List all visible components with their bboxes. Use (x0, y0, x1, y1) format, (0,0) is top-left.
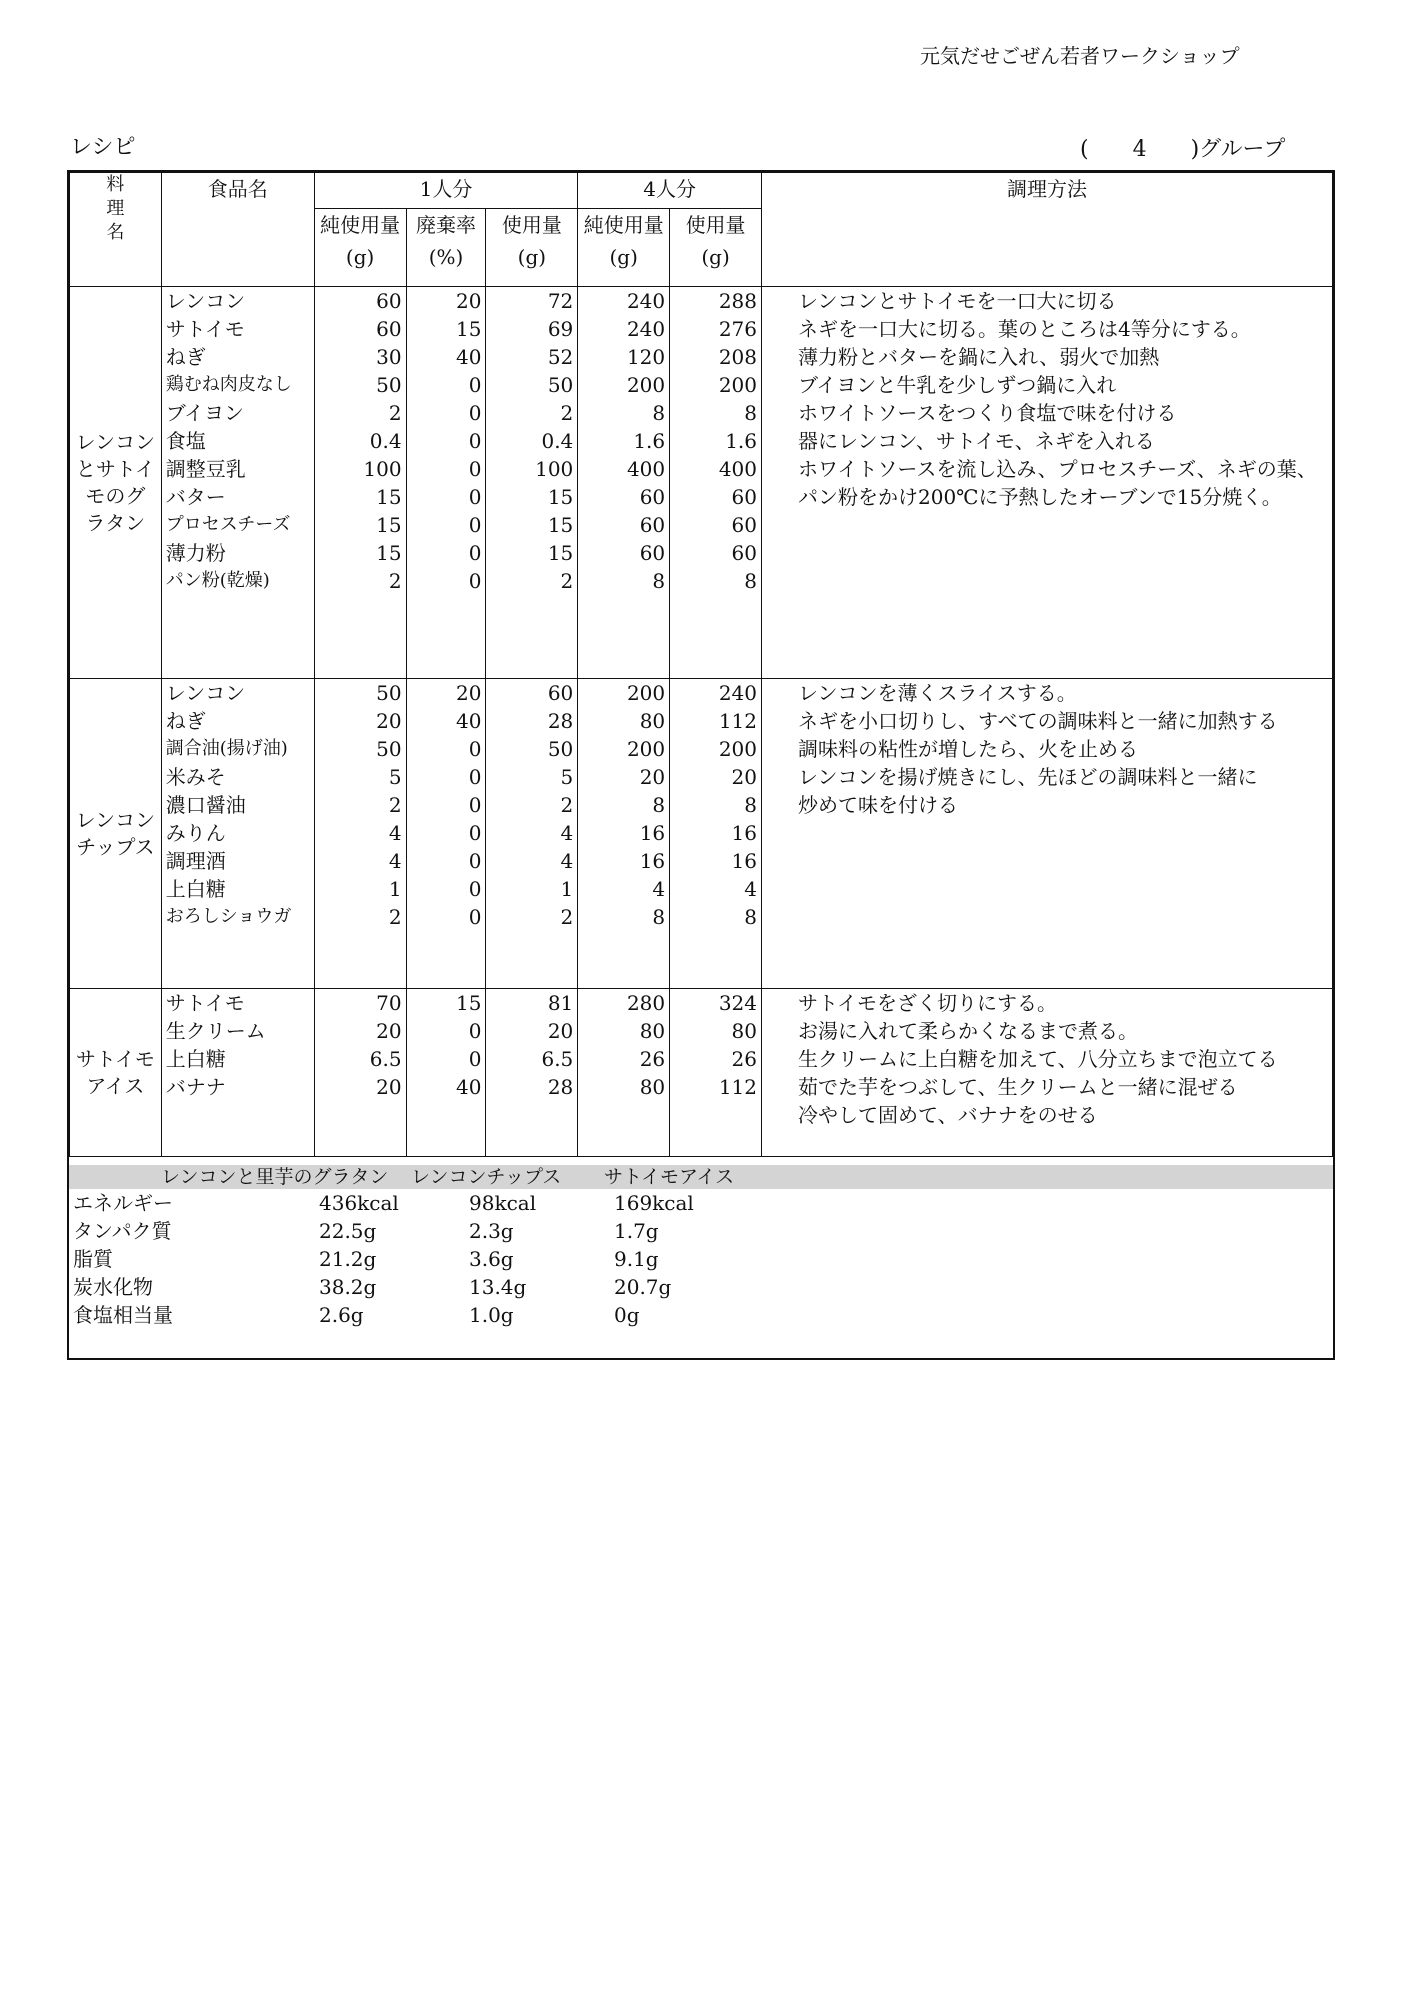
nutrient-label: エネルギー (73, 1191, 173, 1215)
waste-rate: 0 (468, 849, 482, 873)
net-amount: 30 (376, 345, 402, 369)
nutrition-row (69, 1301, 1333, 1329)
ingredient-name: ねぎ (165, 345, 206, 369)
net-amount-4: 120 (626, 345, 666, 369)
net-amount: 20 (376, 1019, 402, 1043)
net-amount: 50 (376, 737, 402, 761)
waste-rate: 40 (455, 345, 482, 369)
method-step: レンコンとサトイモを一口大に切る (798, 289, 1117, 313)
nutrient-label: 脂質 (73, 1247, 113, 1271)
nutrition-summary (69, 1165, 1333, 1329)
method-steps (762, 287, 1333, 679)
nutrition-header (69, 1165, 1333, 1189)
waste-rate: 20 (455, 289, 482, 313)
net-amount-4: 80 (639, 1019, 666, 1043)
dish-section (70, 989, 1333, 1157)
used-amount-4-column (670, 989, 762, 1157)
net-amount-4: 200 (626, 681, 666, 705)
net-amount: 2 (388, 905, 402, 929)
used-amount-4: 60 (731, 513, 757, 537)
used-amount-4: 324 (718, 991, 757, 1015)
method-step: 器にレンコン、サトイモ、ネギを入れる (798, 429, 1155, 453)
waste-rate: 40 (455, 1075, 482, 1099)
waste-rate: 0 (468, 1047, 482, 1071)
used-amount-4: 16 (731, 821, 757, 845)
used-amount: 2 (560, 569, 574, 593)
unit-pct: (%) (406, 245, 486, 287)
net-amount-4: 20 (639, 765, 666, 789)
net-amount-4-column (578, 989, 670, 1157)
method-step: ホワイトソースを流し込み、プロセスチーズ、ネギの葉、 (798, 457, 1317, 481)
method-step: お湯に入れて柔らかくなるまで煮る。 (798, 1019, 1138, 1043)
net-amount-4-header: 純使用量 (578, 209, 670, 245)
page-title: レシピ (70, 135, 136, 160)
ingredient-name: 薄力粉 (165, 541, 226, 565)
dish-section (70, 287, 1333, 679)
net-amount-column (314, 679, 406, 989)
net-amount-4-column (578, 287, 670, 679)
used-amount: 20 (547, 1019, 574, 1043)
method-step: 調味料の粘性が増したら、火を止める (798, 737, 1138, 761)
waste-rate: 0 (468, 569, 482, 593)
per-person-header: 1人分 (314, 173, 578, 209)
used-amount-4: 4 (744, 877, 757, 901)
used-amount: 2 (560, 401, 574, 425)
used-amount-4: 8 (744, 569, 757, 593)
used-amount: 6.5 (541, 1047, 574, 1071)
used-amount-4: 400 (718, 457, 757, 481)
method-step: レンコンを揚げ焼きにし、先ほどの調味料と一緒に (798, 765, 1258, 789)
net-amount-4: 8 (652, 793, 666, 817)
net-amount: 60 (376, 317, 402, 341)
organization-name: 元気だせごぜん若者ワークショップ (920, 44, 1240, 68)
waste-rate: 0 (468, 905, 482, 929)
dish-name-header: 料 理 名 (70, 173, 162, 287)
ingredient-name: パン粉(乾燥) (165, 570, 270, 591)
waste-rate: 0 (468, 373, 482, 397)
net-amount-4: 60 (639, 485, 666, 509)
used-amount: 69 (547, 317, 574, 341)
ingredient-name: 上白糖 (165, 877, 226, 901)
ingredient-name-column (161, 989, 314, 1157)
used-amount-4-column (670, 287, 762, 679)
ingredient-name: ブイヨン (165, 401, 244, 425)
ingredient-name: レンコン (165, 289, 246, 313)
net-amount-4: 200 (626, 373, 666, 397)
ingredient-name: レンコン (165, 681, 246, 705)
used-amount-4: 8 (744, 905, 757, 929)
net-amount: 4 (388, 849, 402, 873)
net-amount-column (314, 287, 406, 679)
ingredient-name-column (161, 679, 314, 989)
net-amount-4: 80 (639, 709, 666, 733)
used-amount-4-header: 使用量 (670, 209, 762, 245)
ingredient-name: 食塩 (165, 429, 206, 453)
net-amount-4: 8 (652, 401, 666, 425)
ingredient-name: サトイモ (165, 317, 245, 341)
used-amount: 4 (560, 849, 574, 873)
used-amount: 1 (560, 877, 574, 901)
net-amount: 50 (376, 373, 402, 397)
used-amount: 2 (560, 793, 574, 817)
waste-rate: 15 (455, 317, 482, 341)
method-steps (762, 989, 1333, 1157)
used-amount: 0.4 (541, 429, 574, 453)
nutrient-label: 炭水化物 (73, 1275, 153, 1299)
net-amount-4: 240 (626, 317, 666, 341)
used-amount-4: 8 (744, 793, 757, 817)
method-step: 生クリームに上白糖を加えて、八分立ちまで泡立てる (798, 1047, 1278, 1071)
net-amount: 15 (376, 485, 402, 509)
nutrition-row (69, 1245, 1333, 1273)
net-amount: 60 (376, 289, 402, 313)
used-amount-4: 1.6 (725, 429, 757, 453)
unit-g: (g) (486, 245, 578, 287)
waste-rate: 0 (468, 737, 482, 761)
net-amount: 5 (388, 765, 402, 789)
net-amount-4: 4 (652, 877, 666, 901)
used-amount: 100 (535, 457, 574, 481)
method-step: レンコンを薄くスライスする。 (798, 681, 1077, 705)
used-amount-4: 8 (744, 401, 757, 425)
ingredient-name: ねぎ (165, 709, 206, 733)
method-step: 薄力粉とバターを鍋に入れ、弱火で加熱 (798, 345, 1160, 369)
net-amount: 1 (388, 877, 402, 901)
nutrition-row (69, 1217, 1333, 1245)
net-amount-4: 1.6 (633, 429, 666, 453)
used-amount-4: 80 (731, 1019, 757, 1043)
net-amount: 20 (376, 1075, 402, 1099)
waste-rate: 0 (468, 877, 482, 901)
net-amount-4-column (578, 679, 670, 989)
dish-name: レンコン とサトイ モのグ ラタン (70, 287, 162, 679)
used-amount: 50 (547, 373, 574, 397)
nutrient-label: 食塩相当量 (73, 1303, 173, 1327)
nutrition-row (69, 1273, 1333, 1301)
used-amount: 72 (547, 289, 574, 313)
used-amount-4: 200 (718, 373, 757, 397)
unit-g: (g) (314, 245, 406, 287)
nutrient-value: 20.7g (614, 1275, 672, 1299)
ingredient-name: バター (165, 485, 226, 509)
net-amount: 15 (376, 541, 402, 565)
used-amount-4: 112 (718, 1075, 757, 1099)
method-step: 炒めて味を付ける (798, 793, 958, 817)
unit-g: (g) (670, 245, 762, 287)
used-amount: 52 (547, 345, 574, 369)
waste-rate: 0 (468, 1019, 482, 1043)
method-step: ネギを小口切りし、すべての調味料と一緒に加熱する (798, 709, 1278, 733)
method-header: 調理方法 (762, 173, 1333, 287)
waste-rate: 0 (468, 401, 482, 425)
nutrient-value: 0g (614, 1303, 640, 1327)
ingredient-name-column (161, 287, 314, 679)
method-step: 冷やして固めて、バナナをのせる (798, 1103, 1098, 1127)
used-amount: 5 (560, 765, 574, 789)
recipe-sheet (67, 170, 1335, 1360)
used-amount-4: 26 (731, 1047, 757, 1071)
nutrient-value: 1.0g (469, 1303, 514, 1327)
ingredient-name: 濃口醤油 (165, 793, 246, 817)
net-amount-4: 26 (639, 1047, 666, 1071)
nutrient-value: 169kcal (614, 1191, 694, 1215)
waste-rate-column (406, 287, 486, 679)
method-step: ブイヨンと牛乳を少しずつ鍋に入れ (798, 373, 1117, 397)
waste-rate: 0 (468, 765, 482, 789)
food-name-header: 食品名 (161, 173, 314, 287)
per-four-header: 4人分 (578, 173, 762, 209)
waste-rate-column (406, 679, 486, 989)
net-amount-4: 400 (626, 457, 666, 481)
net-amount-4: 80 (639, 1075, 666, 1099)
waste-rate: 0 (468, 541, 482, 565)
waste-rate: 0 (468, 821, 482, 845)
used-amount-4: 112 (718, 709, 757, 733)
net-amount-4: 8 (652, 905, 666, 929)
recipe-table (69, 172, 1333, 1157)
nutrient-value: 13.4g (469, 1275, 527, 1299)
waste-rate: 0 (468, 793, 482, 817)
net-amount-4: 280 (626, 991, 666, 1015)
ingredient-name: 米みそ (165, 765, 226, 789)
net-amount: 50 (376, 681, 402, 705)
net-amount-4: 60 (639, 541, 666, 565)
used-amount-header: 使用量 (486, 209, 578, 245)
used-amount: 15 (547, 485, 574, 509)
net-amount: 100 (363, 457, 402, 481)
used-amount-4: 288 (718, 289, 757, 313)
net-amount: 15 (376, 513, 402, 537)
ingredient-name: 調合油(揚げ油) (165, 738, 288, 759)
net-amount-4: 8 (652, 569, 666, 593)
nutrient-value: 21.2g (319, 1247, 377, 1271)
nutrient-value: 98kcal (469, 1191, 537, 1215)
used-amount-4: 200 (718, 737, 757, 761)
waste-rate: 40 (455, 709, 482, 733)
used-amount-column (486, 989, 578, 1157)
used-amount: 28 (547, 709, 574, 733)
dish-name: サトイモ アイス (70, 989, 162, 1157)
net-amount-header: 純使用量 (314, 209, 406, 245)
used-amount-4: 276 (718, 317, 757, 341)
used-amount-4: 60 (731, 485, 757, 509)
ingredient-name: サトイモ (165, 991, 245, 1015)
nutrient-value: 2.3g (469, 1219, 514, 1243)
nutrition-col-gratin: レンコンと里芋のグラタン (161, 1166, 389, 1188)
ingredient-name: 生クリーム (165, 1019, 266, 1043)
unit-g: (g) (578, 245, 670, 287)
ingredient-name: 調整豆乳 (165, 457, 246, 481)
method-step: ネギを一口大に切る。葉のところは4等分にする。 (798, 317, 1251, 341)
method-step: 茹でた芋をつぶして、生クリームと一緒に混ぜる (798, 1075, 1238, 1099)
ingredient-name: みりん (165, 821, 226, 845)
net-amount-4: 16 (639, 821, 666, 845)
nutrient-value: 3.6g (469, 1247, 514, 1271)
net-amount: 4 (388, 821, 402, 845)
method-steps (762, 679, 1333, 989)
waste-rate: 0 (468, 513, 482, 537)
waste-rate: 0 (468, 429, 482, 453)
net-amount: 2 (388, 569, 402, 593)
dish-name: レンコン チップス (70, 679, 162, 989)
nutrition-col-chips: レンコンチップス (411, 1166, 562, 1188)
net-amount: 20 (376, 709, 402, 733)
net-amount-column (314, 989, 406, 1157)
nutrient-value: 2.6g (319, 1303, 364, 1327)
used-amount: 4 (560, 821, 574, 845)
nutrient-value: 22.5g (319, 1219, 377, 1243)
group-label: ( 4 )グループ (1080, 137, 1286, 162)
used-amount-4: 240 (718, 681, 757, 705)
nutrient-value: 436kcal (319, 1191, 399, 1215)
nutrient-value: 38.2g (319, 1275, 377, 1299)
waste-rate: 15 (455, 991, 482, 1015)
waste-rate-header: 廃棄率 (406, 209, 486, 245)
net-amount-4: 16 (639, 849, 666, 873)
used-amount: 81 (547, 991, 574, 1015)
ingredient-name: 調理酒 (165, 849, 226, 873)
net-amount-4: 200 (626, 737, 666, 761)
used-amount-4-column (670, 679, 762, 989)
used-amount-4: 208 (718, 345, 757, 369)
method-step: パン粉をかけ200℃に予熱したオーブンで15分焼く。 (798, 485, 1282, 509)
used-amount-4: 60 (731, 541, 757, 565)
net-amount-4: 60 (639, 513, 666, 537)
net-amount: 2 (388, 793, 402, 817)
waste-rate: 0 (468, 485, 482, 509)
waste-rate: 0 (468, 457, 482, 481)
method-step: ホワイトソースをつくり食塩で味を付ける (798, 401, 1177, 425)
ingredient-name: プロセスチーズ (165, 514, 291, 535)
used-amount: 28 (547, 1075, 574, 1099)
waste-rate-column (406, 989, 486, 1157)
net-amount: 2 (388, 401, 402, 425)
used-amount: 50 (547, 737, 574, 761)
nutrition-row (69, 1189, 1333, 1217)
used-amount-column (486, 287, 578, 679)
used-amount: 15 (547, 541, 574, 565)
used-amount-column (486, 679, 578, 989)
ingredient-name: おろしショウガ (165, 906, 292, 927)
used-amount: 2 (560, 905, 574, 929)
nutrition-col-ice: サトイモアイス (604, 1166, 735, 1188)
net-amount: 0.4 (369, 429, 402, 453)
used-amount-4: 16 (731, 849, 757, 873)
net-amount-4: 240 (626, 289, 666, 313)
used-amount: 15 (547, 513, 574, 537)
net-amount: 70 (376, 991, 402, 1015)
nutrient-value: 1.7g (614, 1219, 659, 1243)
nutrient-value: 9.1g (614, 1247, 659, 1271)
ingredient-name: 上白糖 (165, 1047, 226, 1071)
nutrient-label: タンパク質 (73, 1219, 172, 1243)
method-step: サトイモをざく切りにする。 (798, 991, 1057, 1015)
waste-rate: 20 (455, 681, 482, 705)
used-amount: 60 (547, 681, 574, 705)
net-amount: 6.5 (369, 1047, 402, 1071)
dish-section (70, 679, 1333, 989)
ingredient-name: 鶏むね肉皮なし (165, 374, 292, 395)
used-amount-4: 20 (731, 765, 757, 789)
ingredient-name: バナナ (165, 1075, 226, 1099)
